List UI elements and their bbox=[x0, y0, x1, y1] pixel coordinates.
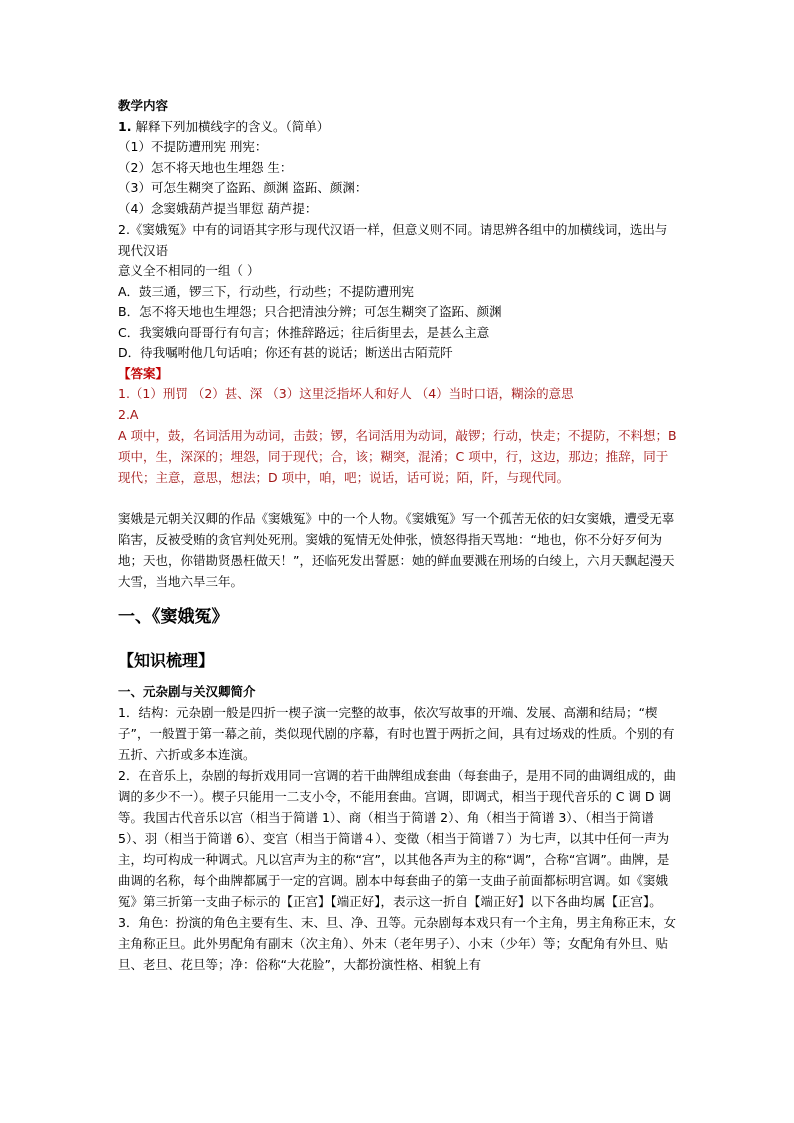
question-1 bbox=[118, 117, 678, 220]
knowledge-point: 3．角色：扮演的角色主要有生、末、旦、净、丑等。元杂剧每本戏只有一个主角，男主角称正末，女主角称正旦。此外男配角有副末（次主角）、外末（老年男子）、小末（少年）等；女配角有外旦、贴旦、老旦、花旦等；净：俗称“大花脸”，大都扮演性格、相貌上有 bbox=[118, 915, 676, 972]
question-2-stem-continued: 意义全不相同的一组（ ） bbox=[118, 263, 260, 278]
teaching-content-heading: 教学内容 bbox=[118, 98, 169, 113]
question-2 bbox=[118, 219, 678, 364]
answer-block bbox=[118, 364, 678, 489]
answer-explanation: A 项中，鼓，名词活用为动词，击鼓；锣，名词活用为动词，敲锣；行动，快走；不提防，不料想；B 项中，生，深深的；埋怨，同于现代；合，该；糊突，混淆；C 项中，行，这边，那边；推辞，同于现代；主意，意思，想法；D 项中，咱，吧；说话，话可说；陌，阡，与现代同。 bbox=[118, 428, 677, 485]
question-1-item: （1）不提防遭刑宪 刑宪： bbox=[118, 139, 268, 154]
question-1-item: （3）可怎生糊突了盗跖、颜渊 盗跖、颜渊： bbox=[118, 180, 368, 195]
document-page bbox=[118, 96, 678, 975]
answer-line-1: 1.（1）刑罚 （2）甚、深 （3）这里泛指坏人和好人 （4）当时口语，糊涂的意思 bbox=[118, 386, 574, 401]
question-2-option: A．鼓三通，锣三下，行动些，行动些；不提防遭刑宪 bbox=[118, 283, 415, 299]
question-2-stem: 2.《窦娥冤》中有的词语其字形与现代汉语一样，但意义则不同。请思辨各组中的加横线词，选出与现代汉语 bbox=[118, 222, 668, 258]
question-2-option: B．怎不将天地也生埋怨；只合把清浊分辨；可怎生糊突了盗跖、颜渊 bbox=[118, 304, 502, 319]
knowledge-point: 1．结构：元杂剧一般是四折一楔子演一完整的故事，依次写故事的开端、发展、高潮和结局；“楔子”，一般置于第一幕之前，类似现代剧的序幕，有时也置于两折之间，具有过场戏的性质。个别的有五折、六折或多本连演。 bbox=[118, 705, 675, 762]
intro-paragraph: 窦娥是元朝关汉卿的作品《窦娥冤》中的一个人物。《窦娥冤》写一个孤苦无依的妇女窦娥，遭受无辜陷害，反被受贿的贪官判处死刑。窦娥的冤情无处伸张，愤怒得指天骂地：“地也，你不分好歹何为地；天也，你错勘贤愚枉做天！”，还临死发出誓愿：她的鲜血要溅在刑场的白绫上，六月天飘起漫天大雪，当地六旱三年。 bbox=[118, 511, 675, 589]
question-2-option: C．我窦娥向哥哥行有句言；休推辞路远；往后街里去，是甚么主意 bbox=[118, 324, 490, 340]
answer-label: 【答案】 bbox=[118, 365, 169, 381]
question-1-stem: 解释下列加横线字的含义。（简单） bbox=[135, 118, 330, 134]
knowledge-point: 2．在音乐上，杂剧的每折戏用同一宫调的若干曲牌组成套曲（每套曲子，是用不同的曲调组成的，曲调的多少不一）。楔子只能用一二支小令，不能用套曲。宫调，即调式，相当于现代音乐的 C 调 D 调等。我国古代音乐以宫（相当于简谱 1）、商（相当于简谱 2）、角（相当于简谱 3）、（相当于简谱 5）、羽（相当于简谱 6）、变宫（相当于简谱４）、变徵（相当于简谱７）为七声，以其中任何一声为主，均可构成一种调式。凡以宫声为主的称“宫”，以其他各声为主的称“调”，合称“宫调”。曲牌，是曲调的名称，每个曲牌都属于一定的宫调。剧本中每套曲子的第一支曲子前面都标明宫调。如《窦娥冤》第三折第一支曲子标示的【正宫】【端正好】，表示这一折自【端正好】以下各曲均属【正宫】。 bbox=[118, 768, 676, 909]
knowledge-heading: 【知识梳理】 bbox=[118, 651, 215, 670]
section-title: 一、《窦娥冤》 bbox=[118, 607, 229, 627]
subsection-title: 一、元杂剧与关汉卿简介 bbox=[118, 684, 256, 699]
question-1-number: 1. bbox=[118, 118, 132, 134]
question-1-item: （2）怎不将天地也生埋怨 生： bbox=[118, 159, 293, 175]
question-2-option: D．待我嘱咐他几句话咱；你还有甚的说话；断送出古陌荒阡 bbox=[118, 345, 453, 360]
question-1-item: （4）念窦娥葫芦提当罪愆 葫芦提： bbox=[118, 200, 318, 216]
answer-line-2: 2.A bbox=[118, 406, 139, 422]
